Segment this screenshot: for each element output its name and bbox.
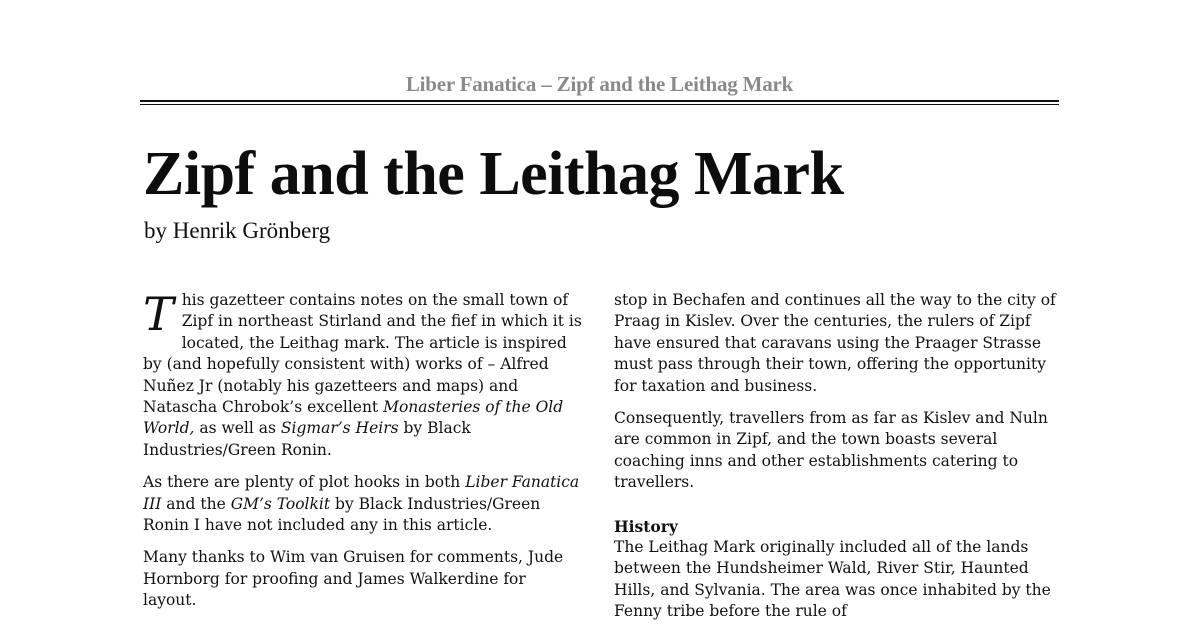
intro-text-3: by Black Industries/Green Ronin. [143, 419, 471, 459]
running-header: Liber Fanatica – Zipf and the Leithag Mark [405, 72, 794, 96]
travellers-paragraph: Consequently, travellers from as far as Kislev and Nuln are common in Zipf, and the town boasts several coaching inns and other establishments catering to travellers. [614, 409, 1048, 492]
right-column [614, 290, 1059, 634]
intro-paragraph [143, 287, 583, 461]
article-title: Zipf and the Leithag Mark [143, 140, 844, 208]
thanks-paragraph: Many thanks to Wim van Gruisen for comments, Jude Hornborg for proofing and James Walkerdine for layout. [143, 548, 564, 610]
plot-hooks-paragraph [143, 472, 583, 536]
left-column [143, 287, 583, 623]
plot-title-gms-toolkit: GM’s Toolkit [230, 494, 331, 513]
intro-text-2: as well as [194, 419, 281, 438]
plot-text-3: by Black Industries/Green Ronin I have not included any in this article. [143, 494, 541, 535]
drop-cap: T [143, 287, 174, 341]
history-section [614, 516, 1059, 623]
history-paragraph: The Leithag Mark originally included all of the lands between the Hundsheimer Wald, River Stir, Haunted Hills, and Sylvania. The area was once inhabited by the Fenny tribe before the rule of [614, 538, 1051, 621]
intro-text-1: his gazetteer contains notes on the small town of Zipf in northeast Stirland and the fief in which it is located, the Leithag mark. The article is inspired by (and hopefully consistent with) works of – Alfred Nuñez Jr (notably his gazetteers and maps) and Natascha Chrobok’s excellent [143, 291, 582, 417]
intro-title-monasteries: Monasteries of the Old World, [143, 398, 564, 438]
article-byline: by Henrik Grönberg [144, 218, 331, 243]
plot-text-2: and the [161, 494, 231, 513]
history-heading: History [614, 516, 678, 536]
intro-title-sigmars-heirs: Sigmar’s Heirs [280, 419, 399, 438]
header-rule-thick [140, 100, 1059, 102]
praager-strasse-paragraph: stop in Bechafen and continues all the way to the city of Praag in Kislev. Over the centuries, the rulers of Zipf have ensured that caravans using the Praager Strasse must pass through their town, offering the opportunity for taxation and business. [614, 291, 1056, 395]
header-rule-thin [140, 104, 1059, 105]
plot-text-1: As there are plenty of plot hooks in both [143, 473, 466, 492]
plot-title-liber-fanatica: Liber Fanatica III [143, 473, 580, 513]
